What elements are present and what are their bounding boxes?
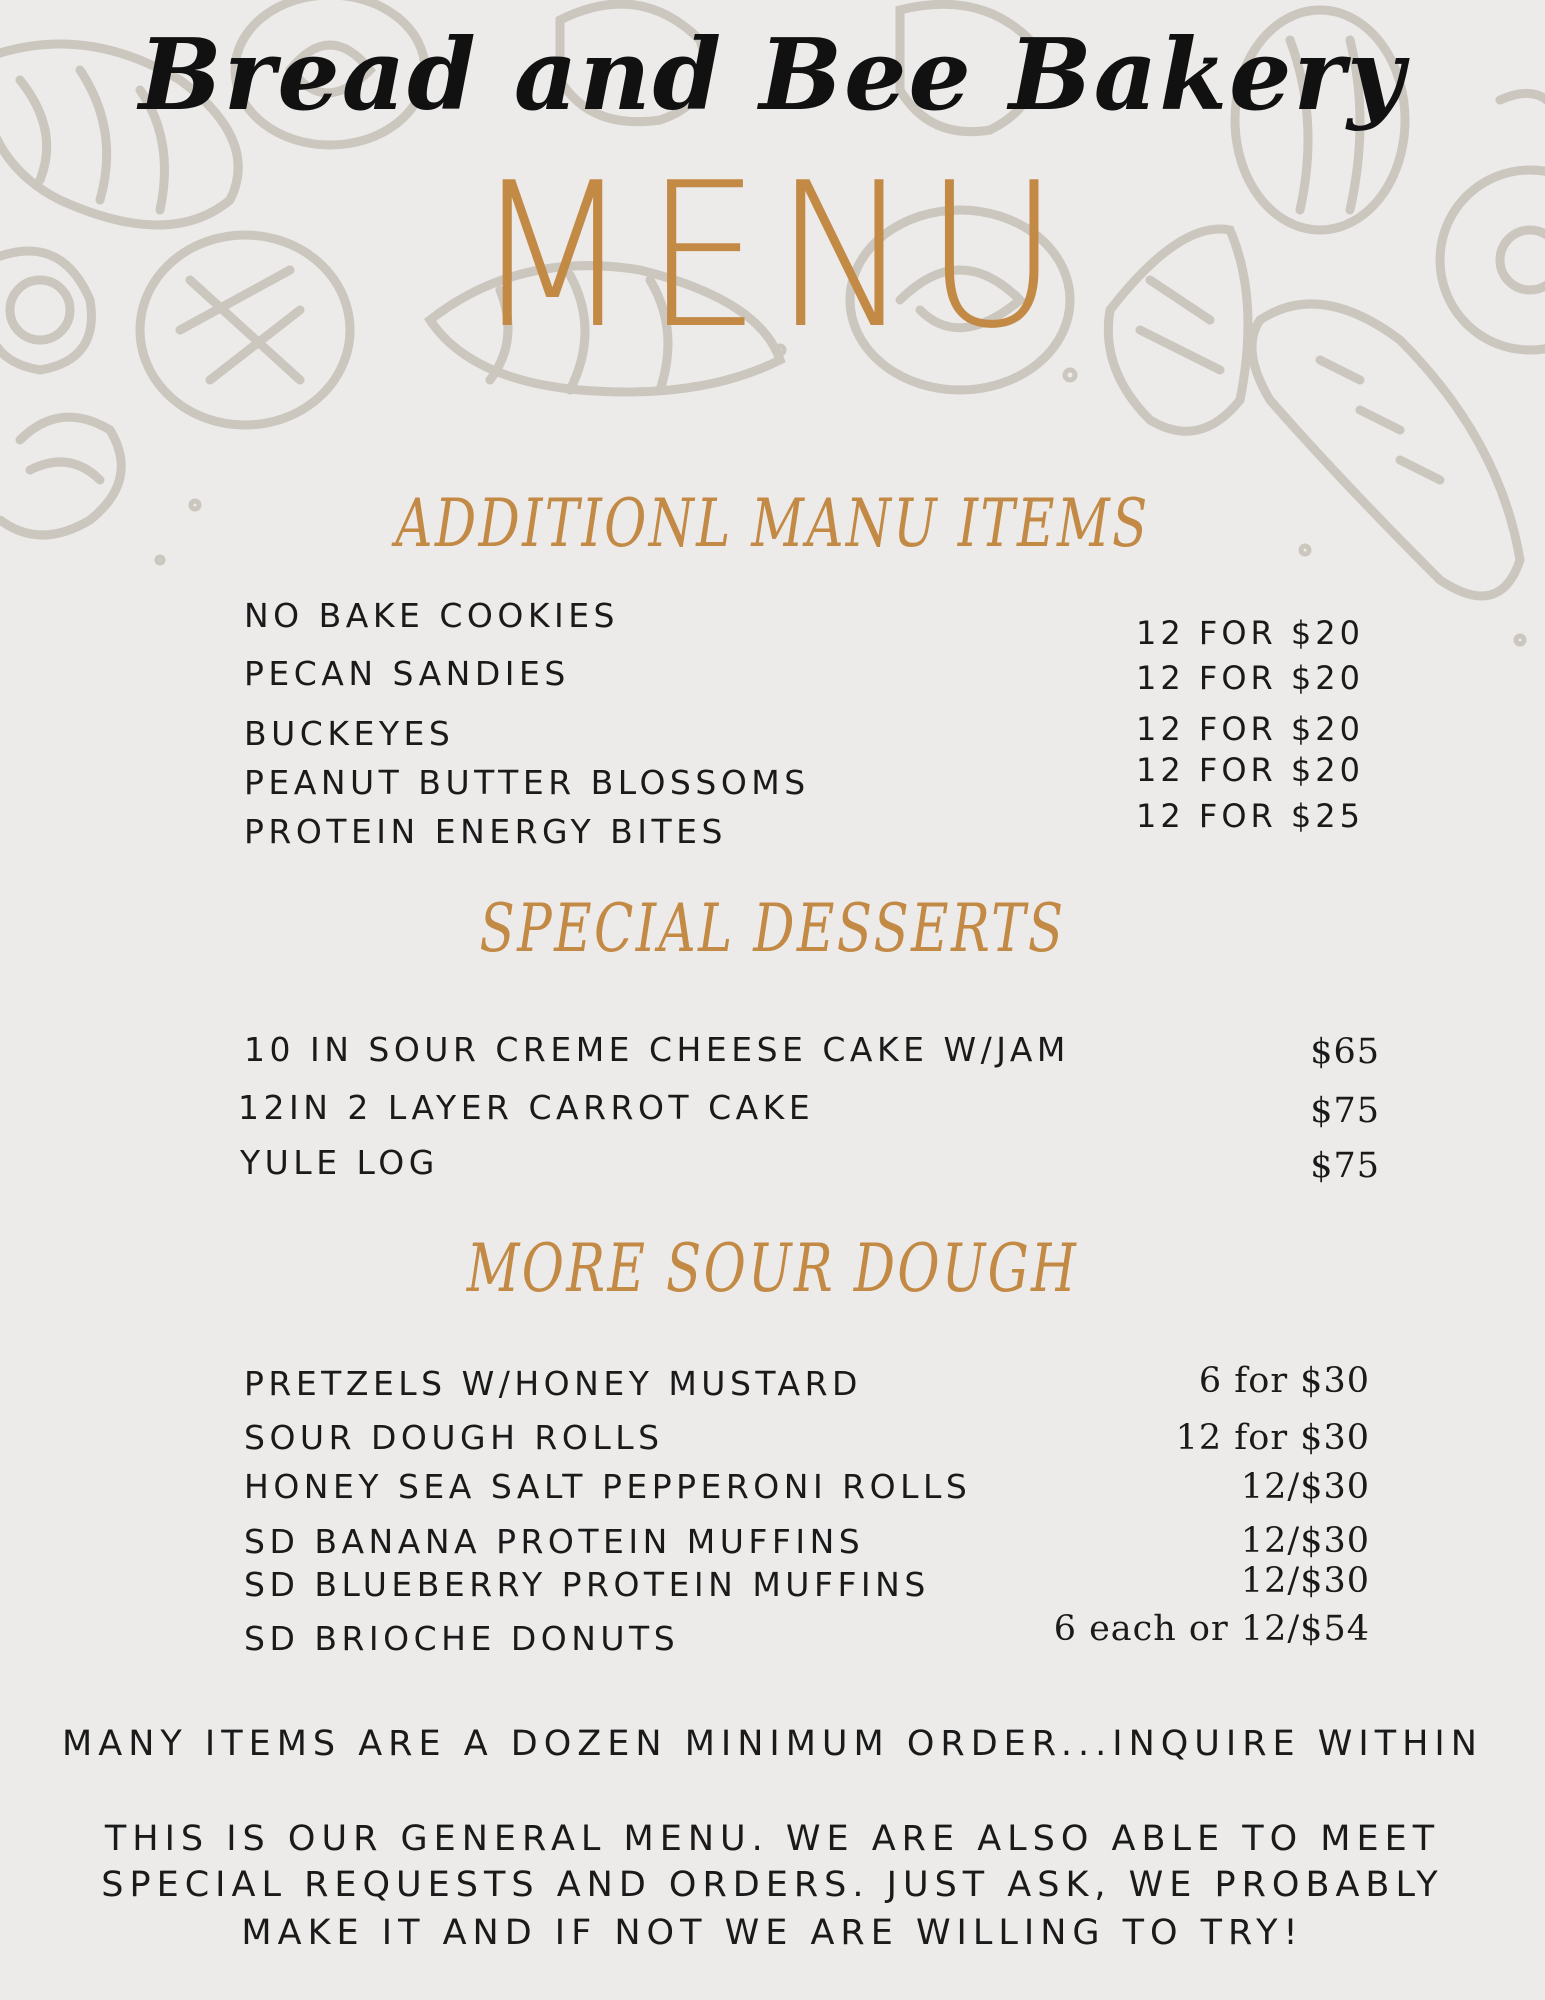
cream-swirl-illustration [0,417,121,535]
menu-item-price: 12 FOR $20 [1136,659,1364,697]
menu-item-price: 6 each or 12/$54 [1053,1609,1370,1649]
general-menu-note-line-1: THIS IS OUR GENERAL MENU. WE ARE ALSO ABLE TO MEET [104,1819,1441,1859]
menu-item-price: 12/$30 [1240,1521,1370,1561]
menu-item-name: BUCKEYES [244,714,455,753]
bakery-name: Bread and Bee Bakery [138,18,1407,133]
menu-item-price: 12 FOR $20 [1136,710,1364,748]
section-title-special-desserts: SPECIAL DESSERTS [479,890,1066,967]
menu-item-name: YULE LOG [240,1143,439,1182]
menu-item-name: SD BRIOCHE DONUTS [244,1619,680,1658]
menu-item-price: 12 FOR $20 [1136,751,1364,789]
general-menu-note-line-3: MAKE IT AND IF NOT WE ARE WILLING TO TRY! [241,1913,1304,1953]
menu-item-name: SD BLUEBERRY PROTEIN MUFFINS [244,1565,930,1604]
menu-item-price: 12 for $30 [1175,1418,1370,1458]
section-title-more-sour-dough: MORE SOUR DOUGH [466,1230,1079,1307]
menu-item-price: 12 FOR $25 [1136,797,1364,835]
menu-item-price: $65 [1310,1032,1380,1072]
menu-item-name: PECAN SANDIES [244,654,570,693]
menu-item-name: 10 IN SOUR CREME CHEESE CAKE W/JAM [244,1030,1070,1069]
menu-item-name: PROTEIN ENERGY BITES [244,812,727,851]
menu-item-name: HONEY SEA SALT PEPPERONI ROLLS [244,1467,972,1506]
menu-item-price: 6 for $30 [1198,1361,1370,1401]
menu-heading: MENU [473,140,1072,373]
menu-item-name: SD BANANA PROTEIN MUFFINS [244,1522,865,1561]
menu-item-name: PEANUT BUTTER BLOSSOMS [244,763,810,802]
menu-item-name: PRETZELS W/HONEY MUSTARD [244,1364,862,1403]
menu-item-price: 12 FOR $20 [1136,614,1364,652]
menu-item-price: $75 [1310,1091,1380,1131]
menu-item-price: 12/$30 [1240,1467,1370,1507]
menu-item-price: $75 [1310,1146,1380,1186]
menu-item-name: NO BAKE COOKIES [244,596,620,635]
section-title-additional-items: ADDITIONL MANU ITEMS [395,485,1150,562]
minimum-order-note: MANY ITEMS ARE A DOZEN MINIMUM ORDER...INQUIRE WITHIN [62,1724,1483,1764]
menu-item-name: SOUR DOUGH ROLLS [244,1418,664,1457]
menu-item-name: 12IN 2 LAYER CARROT CAKE [238,1088,815,1127]
general-menu-note-line-2: SPECIAL REQUESTS AND ORDERS. JUST ASK, WE PROBABLY [101,1865,1444,1905]
menu-item-price: 12/$30 [1240,1561,1370,1601]
